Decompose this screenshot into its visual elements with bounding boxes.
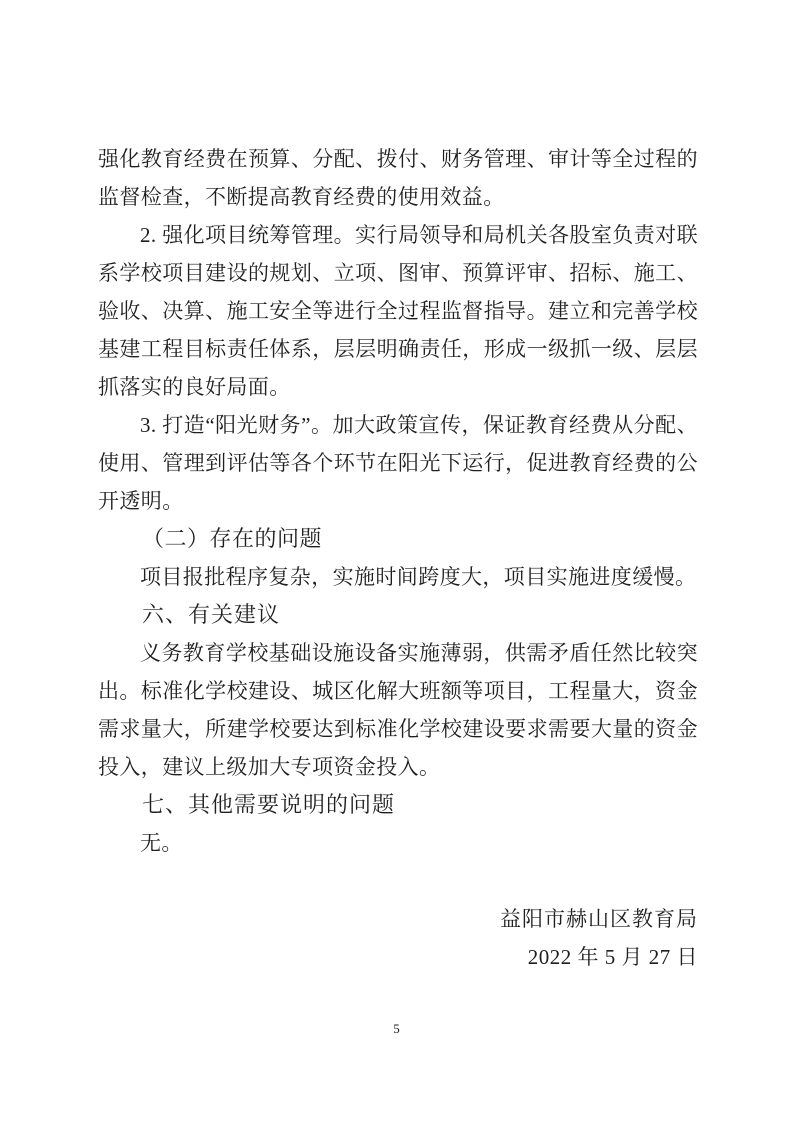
signature-date: 2022 年 5 月 27 日 (527, 945, 698, 969)
signature-block (98, 900, 698, 976)
signature-organization: 益阳市赫山区教育局 (500, 907, 698, 931)
section-heading-existing-problems: （二）存在的问题 (142, 526, 323, 551)
paragraph-approval-procedure: 项目报批程序复杂，实施时间跨度大，项目实施进度缓慢。 (140, 565, 697, 589)
paragraph-project-management: 2. 强化项目统筹管理。实行局领导和局机关各股室负责对联系学校项目建设的规划、立项、图审、预算评审、招标、施工、验收、决算、施工安全等进行全过程监督指导。建立和完善学校基建工程目标责任体系，层层明确责任，形成一级抓一级、层层抓落实的良好局面。 (98, 223, 698, 399)
paragraph-funding-needs: 义务教育学校基础设施设备实施薄弱，供需矛盾任然比较突出。标准化学校建设、城区化解大班额等项目，工程量大，资金需求量大，所建学校要达到标准化学校建设要求需要大量的资金投入，建议上级加大专项资金投入。 (98, 641, 698, 779)
document-body (98, 140, 698, 976)
paragraph-funds-supervision: 强化教育经费在预算、分配、拨付、财务管理、审计等全过程的监督检查，不断提高教育经费的使用效益。 (98, 147, 698, 209)
paragraph-none: 无。 (140, 831, 183, 855)
section-heading-suggestions: 六、有关建议 (142, 602, 281, 627)
page-number: 5 (393, 1021, 400, 1036)
section-heading-other-issues: 七、其他需要说明的问题 (142, 792, 396, 817)
paragraph-sunshine-finance: 3. 打造“阳光财务”。加大政策宣传，保证教育经费从分配、使用、管理到评估等各个环节在阳光下运行，促进教育经费的公开透明。 (98, 413, 698, 513)
